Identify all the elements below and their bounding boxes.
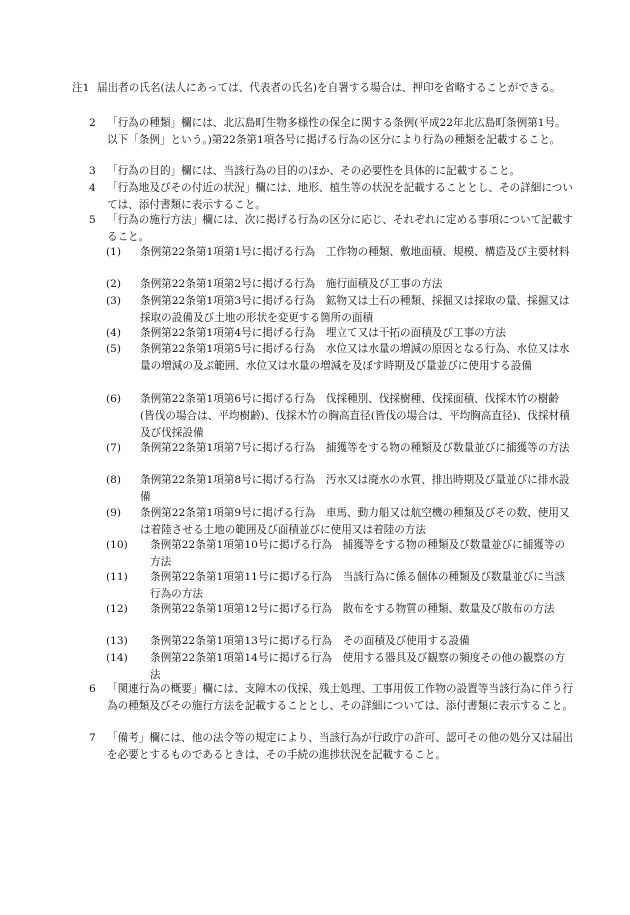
- subitem-number: (1): [106, 246, 122, 258]
- subitem-text: 条例第22条第1項第5号に掲げる行為 水位又は水量の増減の原因となる行為、水位又は水量の増減の及ぶ範囲、水位又は水量の増減を及ぼす時期及び量並びに使用する設備: [140, 343, 570, 372]
- note-text: 「関連行為の概要」欄には、支障木の伐採、残土処理、工事用仮工作物の設置等当該行為に伴う行為の種類及びその施行方法を記載することとし、その詳細については、添付書類に表示すること。: [107, 683, 574, 712]
- subitem-text: 条例第22条第1項第8号に掲げる行為 汚水又は廃水の水質、排出時期及び量並びに排水設備: [140, 474, 570, 503]
- subitem-3: [106, 293, 570, 327]
- subitem-text: 条例第22条第1項第1号に掲げる行為 工作物の種類、敷地面積、規模、構造及び主要材料: [140, 246, 570, 258]
- note-number: 3: [89, 165, 96, 177]
- subitem-text: 条例第22条第1項第6号に掲げる行為 伐採種別、伐採樹種、伐採面積、伐採木竹の樹齢(皆伐の場合は、平均樹齢)、伐採木竹の胸高直径(皆伐の場合は、平均胸高直径)、伐採材積及び伐採設備: [140, 393, 570, 439]
- note-text: 「行為地及びその付近の状況」欄には、地形、植生等の状況を記載することとし、その詳細については、添付書類に表示すること。: [107, 182, 573, 211]
- note-number: 2: [89, 117, 96, 129]
- note-text: 「行為の目的」欄には、当該行為の目的のほか、その必要性を具体的に記載すること。: [107, 165, 521, 177]
- subitem-number: (12): [106, 603, 128, 615]
- note-1: [72, 80, 576, 97]
- subitem-number: (4): [106, 327, 122, 339]
- note-text: 「行為の種類」欄には、北広島町生物多様性の保全に関する条例(平成22年北広島町条例第1号。以下「条例」という。)第22条第1項各号に掲げる行為の区分により行為の種類を記載すること。: [107, 117, 566, 146]
- subitem-13: [106, 633, 570, 650]
- note-4: [89, 180, 576, 214]
- note-text: 届出者の氏名(法人にあっては、代表者の氏名)を自署する場合は、押印を省略することができる。: [97, 82, 561, 94]
- note-7: [89, 730, 576, 764]
- note-text: 「備考」欄には、他の法令等の規定により、当該行為が行政庁の許可、認可その他の処分又は届出を必要とするものであるときは、その手続の進捗状況を記載すること。: [107, 732, 574, 761]
- note-number: 注1: [72, 82, 90, 94]
- note-number: 7: [89, 732, 96, 744]
- subitem-number: (6): [106, 393, 122, 405]
- note-number: 5: [89, 214, 96, 226]
- subitem-number: (14): [106, 652, 128, 664]
- subitem-number: (2): [106, 278, 122, 290]
- subitem-number: (8): [106, 474, 122, 486]
- subitem-7: [106, 440, 570, 457]
- note-2: [89, 115, 576, 149]
- subitem-text: 条例第22条第1項第4号に掲げる行為 埋立て又は干拓の面積及び工事の方法: [140, 327, 506, 339]
- subitem-text: 条例第22条第1項第10号に掲げる行為 捕獲等をする物の種類及び数量並びに捕獲等の方法: [150, 539, 566, 568]
- subitem-14: [106, 650, 570, 684]
- subitem-text: 条例第22条第1項第7号に掲げる行為 捕獲等をする物の種類及び数量並びに捕獲等の方法: [140, 442, 570, 454]
- subitem-5: [106, 341, 570, 375]
- note-number: 4: [89, 182, 96, 194]
- subitem-number: (7): [106, 442, 122, 454]
- subitem-number: (10): [106, 539, 128, 551]
- subitem-text: 条例第22条第1項第3号に掲げる行為 鉱物又は土石の種類、採掘又は採取の量、採掘又は採取の設備及び土地の形状を変更する箇所の面積: [140, 295, 570, 324]
- subitem-number: (11): [106, 571, 128, 583]
- subitem-8: [106, 472, 570, 506]
- subitem-text: 条例第22条第1項第9号に掲げる行為 車馬、動力船又は航空機の種類及びその数、使用又は着陸させる土地の範囲及び面積並びに使用又は着陸の方法: [140, 507, 570, 536]
- subitem-number: (13): [106, 635, 128, 647]
- subitem-number: (9): [106, 507, 122, 519]
- subitem-1: [106, 244, 570, 261]
- subitem-text: 条例第22条第1項第13号に掲げる行為 その面積及び使用する設備: [150, 635, 470, 647]
- note-6: [89, 681, 576, 715]
- subitem-10: [106, 537, 570, 571]
- note-number: 6: [89, 683, 96, 695]
- subitem-number: (3): [106, 295, 122, 307]
- subitem-text: 条例第22条第1項第2号に掲げる行為 施行面積及び工事の方法: [140, 278, 443, 290]
- subitem-9: [106, 505, 570, 539]
- subitem-12: [106, 601, 570, 618]
- note-5: [89, 212, 576, 246]
- note-3: [89, 163, 576, 180]
- subitem-text: 条例第22条第1項第14号に掲げる行為 使用する器具及び観察の頻度その他の観察の方法: [150, 652, 566, 681]
- subitem-6: [106, 391, 570, 442]
- subitem-text: 条例第22条第1項第11号に掲げる行為 当該行為に係る個体の種類及び数量並びに当該行為の方法: [150, 571, 566, 600]
- subitem-2: [106, 276, 570, 293]
- subitem-4: [106, 325, 570, 342]
- subitem-text: 条例第22条第1項第12号に掲げる行為 散布をする物質の種類、数量及び散布の方法: [150, 603, 555, 615]
- subitem-number: (5): [106, 343, 122, 355]
- subitem-11: [106, 569, 570, 603]
- note-text: 「行為の施行方法」欄には、次に掲げる行為の区分に応じ、それぞれに定める事項について記載すること。: [107, 214, 573, 243]
